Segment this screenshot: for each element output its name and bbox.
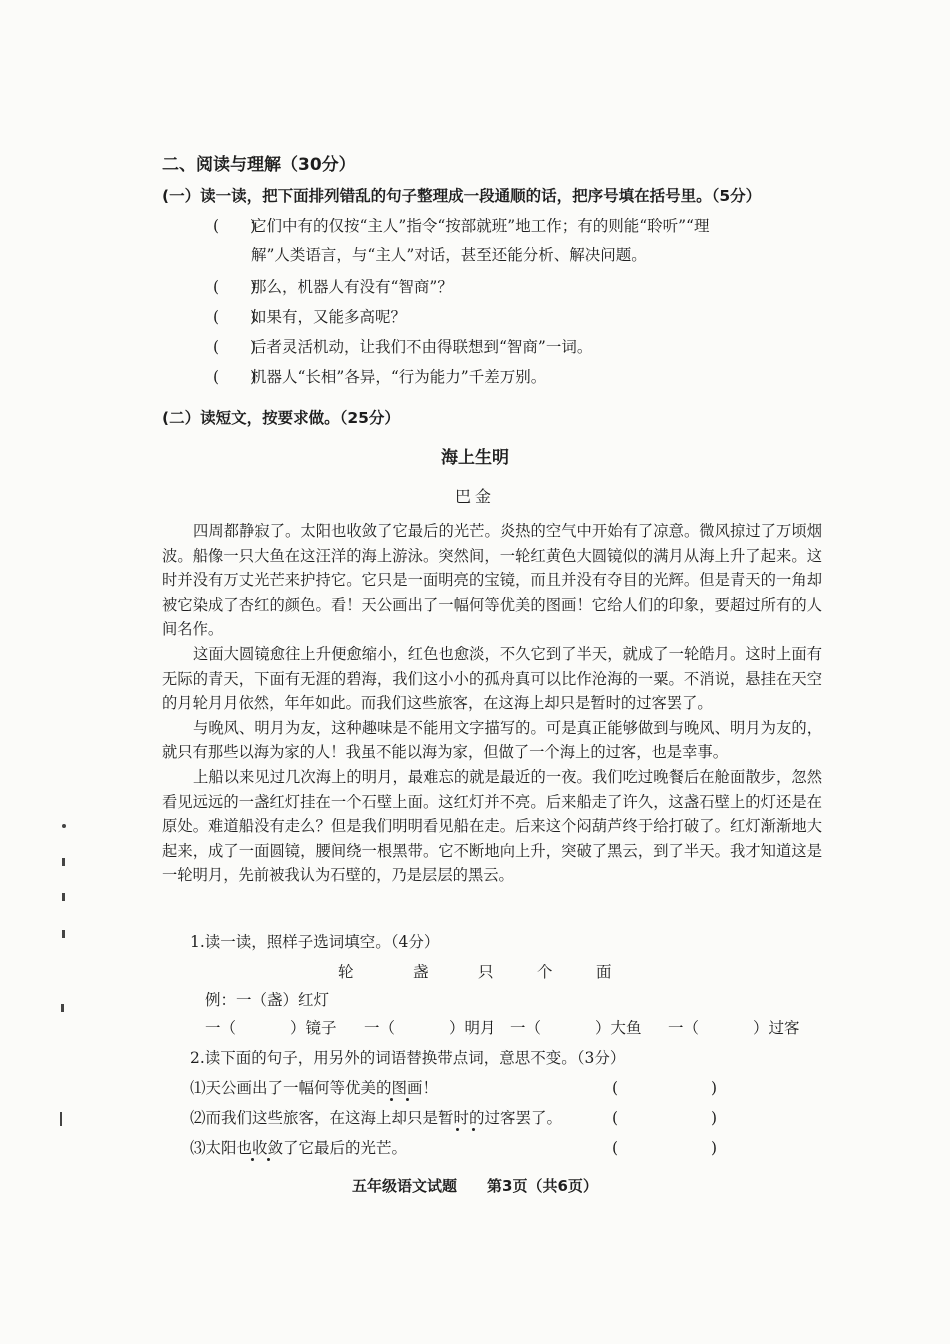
question-2-prompt: 2.读下面的句子，用另外的词语替换带点词，意思不变。（3分） [190, 1049, 626, 1067]
word-choice: 盏 [413, 963, 429, 981]
replace-sentence: ⑶太阳也收敛了它最后的光芒。 [190, 1139, 408, 1157]
answer-bracket[interactable]: ( ) [213, 368, 257, 386]
passage-title: 海上生明 [441, 448, 509, 468]
word-choice: 轮 [338, 963, 354, 981]
answer-bracket[interactable]: ( ) [213, 278, 257, 296]
margin-dot [62, 893, 65, 901]
blank-prefix: 一（ [364, 1019, 396, 1037]
emphasis-dot [406, 1098, 409, 1101]
passage-paragraph: 与晚风、明月为友，这种趣味是不能用文字描写的。可是真正能够做到与晚风、明月为友的，就只有那些以海为家的人！我虽不能以海为家，但做了一个海上的过客，也是幸事。 [162, 718, 822, 762]
answer-parentheses[interactable]: ( ) [612, 1109, 718, 1127]
answer-bracket[interactable]: ( ) [213, 308, 257, 326]
question-1-prompt: 1.读一读，照样子选词填空。（4分） [190, 933, 440, 951]
answer-parentheses[interactable]: ( ) [612, 1079, 718, 1097]
margin-dot [60, 1112, 62, 1126]
margin-dot [62, 930, 65, 938]
margin-dot [62, 858, 65, 866]
blank-suffix: ）镜子 [290, 1019, 337, 1037]
sentence-text: 如果有，又能多高呢？ [251, 308, 407, 326]
emphasis-dot [456, 1128, 459, 1131]
blank-prefix: 一（ [510, 1019, 542, 1037]
sentence-text: 后者灵活机动，让我们不由得联想到“智商”一词。 [251, 338, 593, 356]
ordering-item[interactable] [213, 335, 592, 357]
answer-bracket[interactable]: ( ) [213, 217, 257, 235]
word-choice: 面 [596, 963, 612, 981]
sentence-text: 机器人“长相”各异，“行为能力”千差万别。 [251, 368, 547, 386]
emphasis-dot [390, 1098, 393, 1101]
margin-dot [62, 824, 66, 828]
ordering-item[interactable] [213, 365, 546, 387]
emphasis-dot [251, 1158, 254, 1161]
word-choice: 只 [478, 963, 494, 981]
ordering-item[interactable] [213, 275, 453, 297]
part2-instruction: (二）读短文，按要求做。（25分） [162, 409, 400, 427]
replace-sentence: ⑴天公画出了一幅何等优美的图画！ [190, 1079, 439, 1097]
example-line: 例：一（盏）红灯 [205, 991, 330, 1009]
blank-prefix: 一（ [205, 1019, 237, 1037]
passage-body [162, 519, 822, 888]
page-footer: 五年级语文试题 第3页（共6页） [352, 1177, 598, 1195]
ordering-item[interactable] [213, 305, 406, 327]
replace-sentence: ⑵而我们这些旅客，在这海上却只是暂时的过客罢了。 [190, 1109, 563, 1127]
fill-blank-item[interactable] [510, 1016, 642, 1038]
blank-suffix: ）大鱼 [595, 1019, 642, 1037]
blank-suffix: ）明月 [449, 1019, 496, 1037]
sentence-text: 它们中有的仅按“主人”指令“按部就班”地工作；有的则能“聆听”“理 [251, 217, 710, 235]
fill-blank-item[interactable] [364, 1016, 496, 1038]
fill-blank-item[interactable] [205, 1016, 337, 1038]
passage-paragraph: 上船以来见过几次海上的明月，最难忘的就是最近的一夜。我们吃过晚餐后在舱面散步，忽然看见远远的一盏红灯挂在一个石壁上面。这红灯并不亮。后来船走了许久，这盏石壁上的灯还是在原处。难道船没有走么？但是我们明明看见船在走。后来这个闷葫芦终于给打破了。红灯渐渐地大起来，成了一面圆镜，腰间绕一根黑带。它不断地向上升，突破了黑云，到了半天。我才知道这是一轮明月，先前被我认为石壁的，乃是层层的黑云。 [162, 767, 822, 885]
margin-dot [61, 1004, 64, 1012]
passage-paragraph: 这面大圆镜愈往上升便愈缩小，红色也愈淡，不久它到了半天，就成了一轮皓月。这时上面有无际的青天，下面有无涯的碧海，我们这小小的孤舟真可以比作沧海的一粟。不消说，悬挂在天空的月轮月月依然，年年如此。而我们这些旅客，在这海上却只是暂时的过客罢了。 [162, 644, 822, 713]
sentence-text: 那么，机器人有没有“智商”？ [251, 278, 453, 296]
part1-instruction: (一）读一读，把下面排列错乱的句子整理成一段通顺的话，把序号填在括号里。（5分） [162, 187, 762, 205]
fill-blank-item[interactable] [668, 1016, 800, 1038]
emphasis-dot [267, 1158, 270, 1161]
ordering-item[interactable] [213, 214, 709, 236]
answer-bracket[interactable]: ( ) [213, 338, 257, 356]
word-choice: 个 [537, 963, 553, 981]
section-heading: 二、阅读与理解（30分） [162, 155, 356, 175]
passage-author: 巴金 [454, 487, 495, 506]
answer-parentheses[interactable]: ( ) [612, 1139, 718, 1157]
sentence-continuation: 解”人类语言，与“主人”对话，甚至还能分析、解决问题。 [251, 246, 647, 264]
passage-paragraph: 四周都静寂了。太阳也收敛了它最后的光芒。炎热的空气中开始有了凉意。微风掠过了万顷烟波。船像一只大鱼在这汪洋的海上游泳。突然间，一轮红黄色大圆镜似的满月从海上升了起来。这时并没有万丈光芒来护持它。它只是一面明亮的宝镜，而且并没有夺目的光辉。但是青天的一角却被它染成了杏红的颜色。看！天公画出了一幅何等优美的图画！它给人们的印象，要超过所有的人间名作。 [162, 522, 822, 639]
emphasis-dot [472, 1128, 475, 1131]
blank-suffix: ）过客 [753, 1019, 800, 1037]
blank-prefix: 一（ [668, 1019, 700, 1037]
